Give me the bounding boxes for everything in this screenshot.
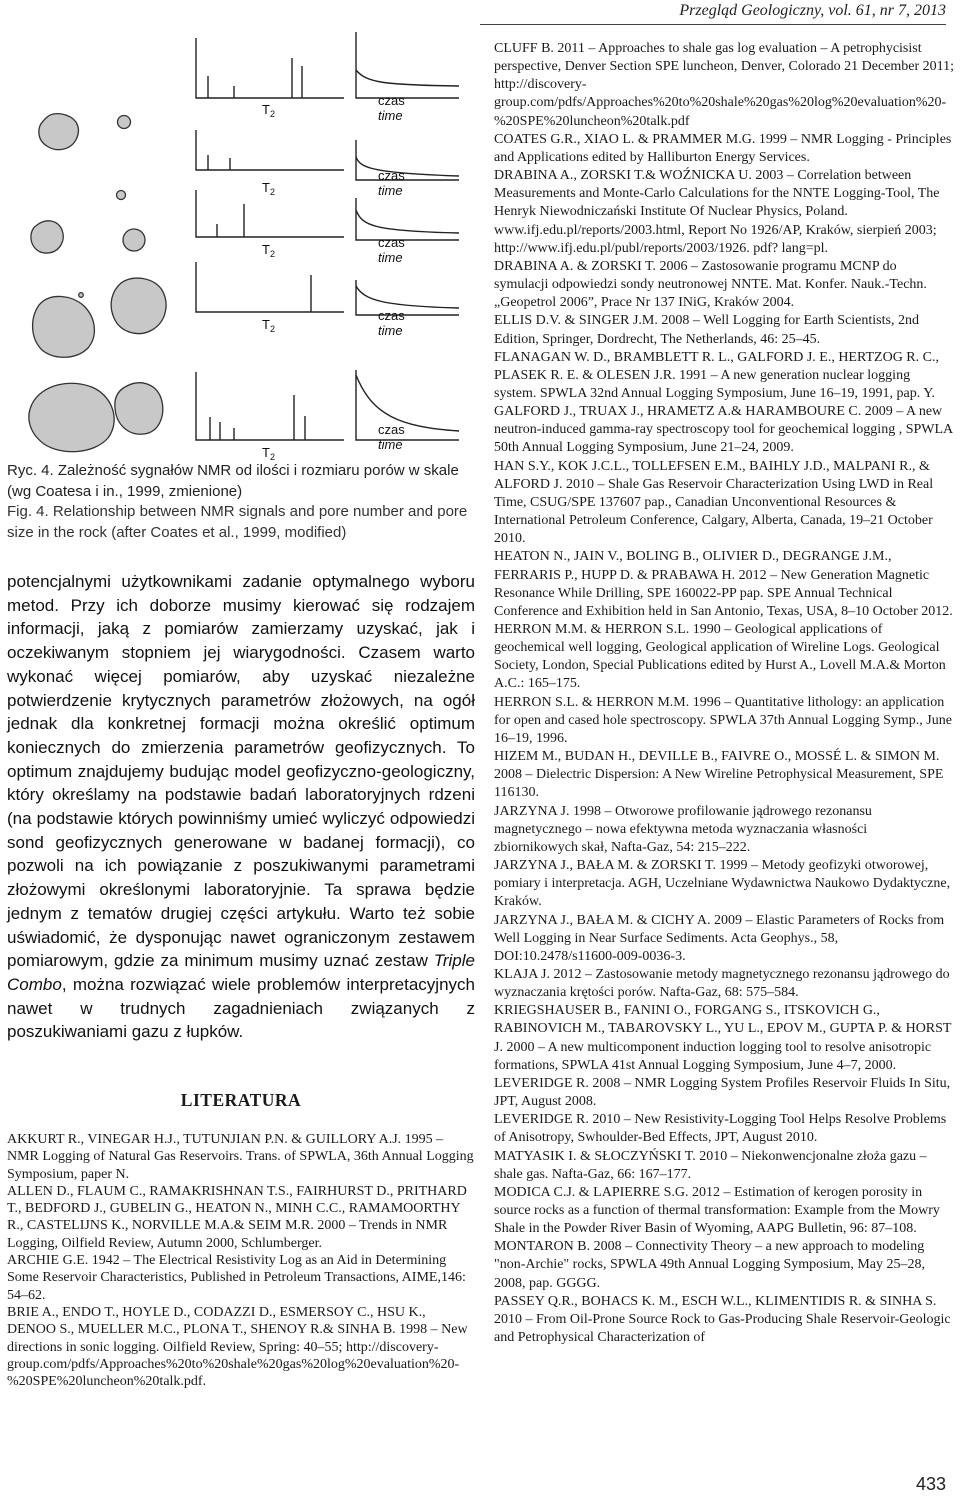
reference-item: ALLEN D., FLAUM C., RAMAKRISHNAN T.S., FAIRHURST D., PRITHARD T., BEDFORD J., GUBELIN G., HEATON N., MINH C.C., RAMAMOORTHY R., CASTELIJNS K., NORVILLE M.A.& SEIM M.R. 2000 – Trends in NMR Logging, Oilfield Review, Autumn 2000, Schlumberger. [7, 1183, 467, 1251]
reference-item: HERRON S.L. & HERRON M.M. 1996 – Quantitative lithology: an application for open and cased hole spectroscopy. SPWLA 37th Annual Logging Symp., June 16–19, 1996. [494, 694, 952, 746]
reference-item: HEATON N., JAIN V., BOLING B., OLIVIER D., DEGRANGE J.M., FERRARIS P., HUPP D. & PRABAWA H. 2012 – New Generation Magnetic Resonance While Drilling, SPE 160022-PP pap. SPE Annual Technical Conference and Exhibition held in San Antonio, Texas, USA, 8–10 October 2012. [494, 549, 953, 619]
pore-shape [33, 296, 95, 357]
time-label: time [378, 250, 403, 265]
t2-axis [196, 130, 344, 170]
references-right-column [494, 40, 954, 1347]
czas-label: czas [378, 308, 405, 323]
running-header: Przegląd Geologiczny, vol. 61, nr 7, 2013 [679, 2, 946, 19]
body-text-part2: , można rozwiązać wiele problemów interpretacyjnych nawet w trudnych zagadnieniach związanych z poszukiwaniami gazu z łupków. [7, 974, 475, 1042]
reference-item: FLANAGAN W. D., BRAMBLETT R. L., GALFORD J. E., HERTZOG R. C., PLASEK R. E. & OLESEN J.R. 1991 – A new generation nuclear logging system. SPWLA 32nd Annual Logging Symposium, June 16–19, 1991, pap. Y. [494, 349, 939, 401]
pore-shape [31, 221, 63, 253]
caption-polish: Ryc. 4. Zależność sygnałów NMR od ilości i rozmiaru porów w skale (wg Coatesa i in., 1999, zmienione) [7, 462, 459, 500]
czas-label: czas [378, 168, 405, 183]
decay-axis [356, 32, 459, 98]
reference-item: ELLIS D.V. & SINGER J.M. 2008 – Well Logging for Earth Scientists, 2nd Edition, Springer, Dordrecht, The Netherlands, 46: 25–45. [494, 313, 919, 347]
pore-shape [123, 229, 145, 251]
paragraph [7, 570, 475, 1044]
references-left-column [7, 1131, 477, 1390]
decay-curve [356, 70, 459, 86]
reference-item: ARCHIE G.E. 1942 – The Electrical Resistivity Log as an Aid in Determining Some Reservoir Characteristics, Published in Petroleum Transactions, AIME,146: 54–62. [7, 1253, 466, 1303]
czas-label: czas [378, 93, 405, 108]
decay-curve [356, 375, 459, 431]
pore-shape [115, 383, 163, 434]
time-label: time [378, 323, 403, 338]
reference-item: JARZYNA J. 1998 – Otworowe profilowanie jądrowego rezonansu magnetycznego – nowa efektywna metoda wyznaczania własności zbiornikowych skał, Nafta-Gaz, 54: 215–222. [494, 803, 872, 855]
t2-labels [262, 102, 275, 460]
t2-label: $T_2$ [262, 445, 275, 460]
decay-curve [356, 157, 459, 176]
decay-axis [356, 280, 459, 315]
pore-shape [118, 116, 131, 129]
t2-panels [196, 38, 344, 440]
figure-caption [7, 461, 475, 543]
nmr-figure-svg [14, 30, 474, 460]
reference-item: MODICA C.J. & LAPIERRE S.G. 2012 – Estimation of kerogen porosity in source rocks as a function of thermal transformation: Example from the Mowry Shale in the Powder River Basin of Wyoming, AAPG Bulletin, 96: 87–108. [494, 1184, 940, 1237]
reference-item: JARZYNA J., BAŁA M. & ZORSKI T. 1999 – Metody geofizyki otworowej, pomiary i interpretacja. AGH, Uczelniane Wydawnictwa Naukowo Dydaktyczne, Kraków. [494, 858, 951, 910]
reference-item: HERRON M.M. & HERRON S.L. 1990 – Geological applications of geochemical well logging, Geological application of Wireline Logs. Geological Society, London, Special Publications edited by Hurst A., Lovell M.A.& Morton A.C.: 165–175. [494, 622, 946, 692]
reference-item: COATES G.R., XIAO L. & PRAMMER M.G. 1999 – NMR Logging - Principles and Applications edited by Halliburton Energy Services. [494, 131, 952, 165]
reference-item: DRABINA A. & ZORSKI T. 2006 – Zastosowanie programu MCNP do symulacji odpowiedzi sondy neutronowej NNTE. Mat. Konfer. Nauk.-Techn. „Geopetrol 2006”, Prace Nr 137 INiG, Kraków 2004. [494, 258, 927, 311]
reference-item: JARZYNA J., BAŁA M. & CICHY A. 2009 – Elastic Parameters of Rocks from Well Logging in Near Surface Sediments. Acta Geophys., 58, DOI:10.2478/s11600-009-0036-3. [494, 912, 945, 964]
reference-item: DRABINA A., ZORSKI T.& WOŹNICKA U. 2003 – Correlation between Measurements and Monte-Carlo Calculations for the NNTE Logging-Tool, The Henryk Niewodniczański Institute Of Nuclear Physics, Poland. www.ifj.edu.pl/reports/2003.html, Report No 1926/AP, Kraków, sierpień 2003; http://www.ifj.edu.pl/publ/reports/2003/1926. pdf? lang=pl. [494, 168, 940, 256]
caption-english: Fig. 4. Relationship between NMR signals and pore number and pore size in the rock (after Coates et al., 1999, modified) [7, 503, 468, 541]
t2-axis [196, 190, 344, 237]
reference-item: CLUFF B. 2011 – Approaches to shale gas log evaluation – A petrophycisist perspective, Denver Section SPE luncheon, Denver, Colorado 21 December 2011; http://discovery-group.com/pdfs/Approaches%20to%20shale%20gas%20log%20evaluation%20-%20SPE%20luncheon%20talk.pdf [494, 41, 955, 129]
t2-label: $T_2$ [262, 180, 275, 197]
reference-item: BRIE A., ENDO T., HOYLE D., CODAZZI D., ESMERSOY C., HSU K., DENOO S., MUELLER M.C., PLONA T., SHENOY R.& SINHA B. 1998 – New directions in sonic logging. Oilfield Review, Spring: 40–55; http://discovery-group.com/pdfs/Approaches%20to%20shale%20gas%20log%20evaluation%20-%20SPE%20luncheon%20talk.pdf. [7, 1304, 468, 1390]
time-label: time [378, 183, 403, 198]
reference-item: LEVERIDGE R. 2008 – NMR Logging System Profiles Reservoir Fluids In Situ, JPT, August 2008. [494, 1075, 951, 1110]
time-label: time [378, 437, 403, 452]
decay-axis [356, 198, 459, 240]
reference-item: HIZEM M., BUDAN H., DEVILLE B., FAIVRE O., MOSSÉ L. & SIMON M. 2008 – Dielectric Dispersion: A New Wireline Petrophysical Measurement, SPE 116130. [494, 749, 944, 801]
decay-curve [356, 210, 459, 233]
czas-label: czas [378, 422, 405, 437]
t2-label: $T_2$ [262, 317, 275, 334]
decay-curve [356, 286, 459, 308]
section-heading-literatura: LITERATURA [180, 1090, 302, 1110]
time-labels [378, 93, 405, 452]
body-text-part1: potencjalnymi użytkownikami zadanie optymalnego wyboru metod. Przy ich doborze musimy kierować się rodzajem informacji, jaką z pomiarów zamierzamy uzyskać, jak i oczekiwanym stopniem jej wiarygodności. Czasem warto wykonać więcej pomiarów, aby uzyskać niezależne potwierdzenie krytycznych parametrów złożowych, na ogół jednak dla konkretnej formacji można określić optimum koniecznych do zmierzenia parametrów geofizycznych. To optimum znajdujemy budując model geofizyczno-geologiczny, który określamy na podstawie badań laboratoryjnych rdzeni (na podstawie których powinniśmy umieć wyliczyć odpowiedzi sond geofizycznych generowane w badanej formacji), co pozwoli na ich powiązanie z poszukiwanymi parametrami złożowymi określonymi laboratoryjnie. Ta sprawa będzie jednym z tematów drugiej części artykułu. Warto też sobie uświadomić, że dysponując nawet ograniczonym zestawem pomiarowym, gdzie za minimum musimy uznać zestaw [7, 572, 475, 971]
pore-shape [29, 383, 114, 451]
pore-shape [39, 114, 79, 150]
pore-shapes [29, 114, 166, 452]
page-number: 433 [915, 1474, 946, 1494]
reference-item: PASSEY Q.R., BOHACS K. M., ESCH W.L., KLIMENTIDIS R. & SINHA S. 2010 – From Oil-Prone Source Rock to Gas-Producing Shale Reservoir-Geologic and Petrophysical Characterization of [494, 1293, 951, 1346]
header-rule [480, 24, 946, 25]
reference-item: LEVERIDGE R. 2010 – New Resistivity-Logging Tool Helps Resolve Problems of Anisotropy, Swhoulder-Bed Effects, JPT, August 2010. [494, 1112, 947, 1146]
reference-item: MATYASIK I. & SŁOCZYŃSKI T. 2010 – Niekonwencjonalne złoża gazu – shale gas. Nafta-Gaz, 66: 167–177. [494, 1148, 927, 1182]
pore-shape [111, 278, 166, 333]
t2-label: $T_2$ [262, 242, 275, 259]
czas-label: czas [378, 235, 405, 250]
body-italic-term: Triple Combo [7, 951, 475, 994]
time-label: time [378, 108, 403, 123]
reference-item: KRIEGSHAUSER B., FANINI O., FORGANG S., ITSKOVICH G., RABINOVICH M., TABAROVSKY L., YU L., EPOV M., GUPTA P. & HORST J. 2000 – A new multicomponent induction logging tool to resolve anisotropic formations, SPWLA 41st Annual Logging Symposium, June 4–7, 2000. [494, 1003, 952, 1073]
t2-axis [196, 372, 344, 440]
decay-panels [356, 32, 459, 440]
figure-4 [14, 30, 474, 460]
reference-item: HAN S.Y., KOK J.C.L., TOLLEFSEN E.M., BAIHLY J.D., MALPANI R., & ALFORD J. 2010 – Shale Gas Reservoir Characterization Using LWD in Real Time, CSUG/SPE 137607 pap., Canadian Unconventional Resources & International Petroleum Conference, Calgary, Alberta, Canada, 19–21 October 2010. [494, 458, 934, 547]
pore-shape [79, 293, 84, 298]
t2-label: $T_2$ [262, 102, 275, 119]
reference-item: GALFORD J., TRUAX J., HRAMETZ A.& HARAMBOURE C. 2009 – A new neutron-induced gamma-ray spectroscopy tool for geochemical logging , SPWLA 50th Annual Logging Symposium, June 21–24, 2009. [494, 404, 953, 456]
t2-axis [196, 38, 344, 98]
reference-item: AKKURT R., VINEGAR H.J., TUTUNJIAN P.N. & GUILLORY A.J. 1995 – NMR Logging of Natural Gas Reservoirs. Trans. of SPWLA, 36th Annual Logging Symposium, paper N. [7, 1132, 474, 1182]
t2-axis [196, 262, 344, 312]
reference-item: KLAJA J. 2012 – Zastosowanie metody magnetycznego rezonansu jądrowego do wyznaczania krętości porów. Nafta-Gaz, 68: 575–584. [494, 966, 950, 1001]
reference-item: MONTARON B. 2008 – Connectivity Theory – a new approach to modeling "non-Archie" rocks, SPWLA 49th Annual Logging Symposium, May 25–28, 2008, pap. GGGG. [494, 1239, 926, 1291]
body-paragraph [7, 570, 475, 1044]
pore-shape [117, 191, 126, 200]
